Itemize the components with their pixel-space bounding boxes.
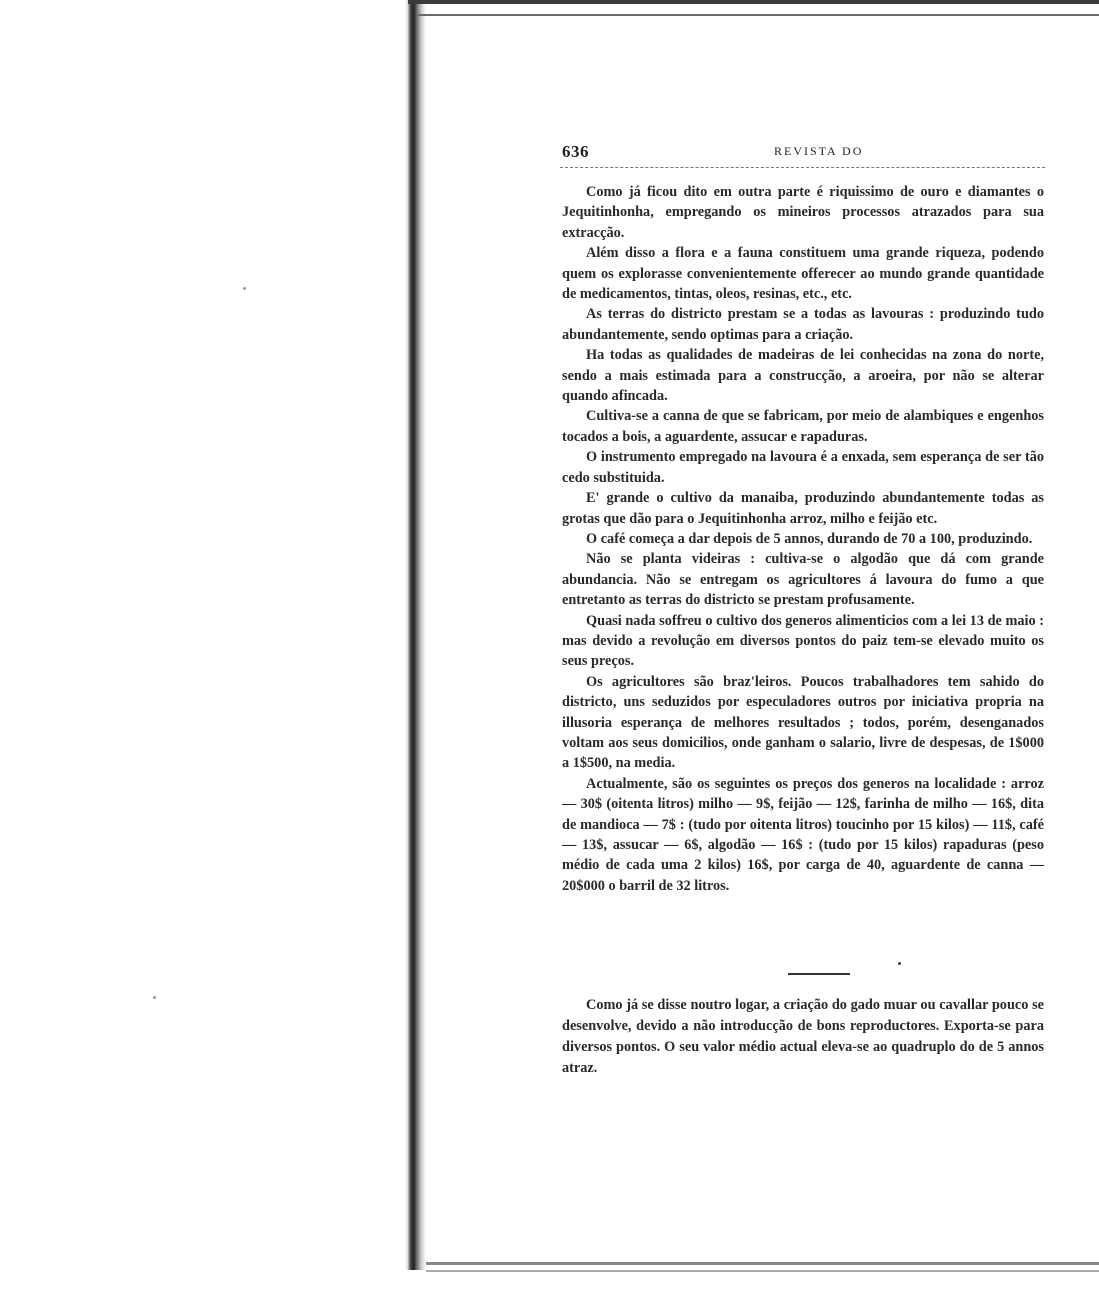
paragraph: Além disso a flora e a fauna constituem uma grande riqueza, podendo quem os explorasse convenientemente offerecer ao mundo grande quantidade de medicamentos, tintas, oleos, resinas, etc., etc.: [562, 245, 1044, 303]
page-edge-top: [408, 0, 1099, 4]
section-separator: [788, 973, 850, 975]
page-header: [560, 142, 1045, 170]
paragraph: As terras do districto prestam se a todas as lavouras : produzindo tudo abundantemente, sendo optimas para a criação.: [562, 306, 1044, 343]
header-rule: [560, 167, 1045, 169]
paragraph: Os agricultores são braz'leiros. Poucos trabalhadores tem sahido do districto, uns seduzidos por especuladores outros por iniciativa propria na illusoria esperança de melhores resultados ; todos, porém, desenganados voltam aos seus domicilios, onde ganham o salario, livre de despesas, de 1$000 a 1$500, na media.: [562, 673, 1044, 772]
paragraph: Actualmente, são os seguintes os preços dos generos na localidade : arroz — 30$ (oitenta litros) milho — 9$, feijão — 12$, farinha de milho — 16$, dita de mandioca — 7$ : (tudo por oitenta litros) toucinho por 15 kilos) — 11$, café — 13$, assucar — 6$, algodão — 16$ : (tudo por 15 kilos) rapaduras (peso médio de cada uma 2 kilos) 16$, por carga de 40, aguardente de canna — 20$000 o barril de 32 litros.: [562, 775, 1044, 894]
paragraph: O instrumento empregado na lavoura é a enxada, sem esperança de ser tão cedo substituida.: [562, 449, 1044, 486]
page-edge-bottom-outer: [426, 1270, 1099, 1272]
scan-speck: [153, 996, 156, 999]
paragraph: E' grande o cultivo da manaiba, produzindo abundantemente todas as grotas que dão para o Jequitinhonha arroz, milho e feijão etc.: [562, 490, 1044, 527]
paragraph: Quasi nada soffreu o cultivo dos generos alimenticios com a lei 13 de maio : mas devido a revolução em diversos pontos do paiz tem-se elevado muito os seus preços.: [562, 612, 1044, 670]
paragraph: Cultiva-se a canna de que se fabricam, por meio de alambiques e engenhos tocados a bois, a aguardente, assucar e rapaduras.: [562, 408, 1044, 445]
paragraph: O café começa a dar depois de 5 annos, durando de 70 a 100, produzindo.: [586, 530, 1033, 547]
paragraph: Ha todas as qualidades de madeiras de lei conhecidas na zona do norte, sendo a mais estimada para a construcção, a aroeira, por não se alterar quando afincada.: [562, 347, 1044, 405]
page-edge-bottom: [426, 1262, 1099, 1265]
running-head: REVISTA DO: [774, 144, 864, 158]
page-edge-top-inner: [418, 14, 1099, 16]
paragraph: Como já se disse noutro logar, a criação do gado muar ou cavallar pouco se desenvolve, devido a não introducção de bons reproductores. Exporta-se para diversos pontos. O seu valor médio actual eleva-se ao quadruplo do de 5 annos atraz.: [562, 997, 1044, 1076]
second-text-section: [562, 995, 1044, 1079]
paragraph: Como já ficou dito em outra parte é riquissimo de ouro e diamantes o Jequitinhonha, empregando os mineiros processos atrazados para sua extracção.: [562, 184, 1044, 241]
main-text-section: [562, 182, 1044, 896]
paragraph: Não se planta videiras : cultiva-se o algodão que dá com grande abundancia. Não se entregam os agricultores á lavoura do fumo a que entretanto as terras do districto se prestam profusamente.: [562, 551, 1044, 609]
page-binding: [404, 0, 426, 1270]
scan-speck: [898, 962, 901, 965]
page-number: 636: [562, 142, 589, 161]
scan-speck: [243, 287, 246, 290]
